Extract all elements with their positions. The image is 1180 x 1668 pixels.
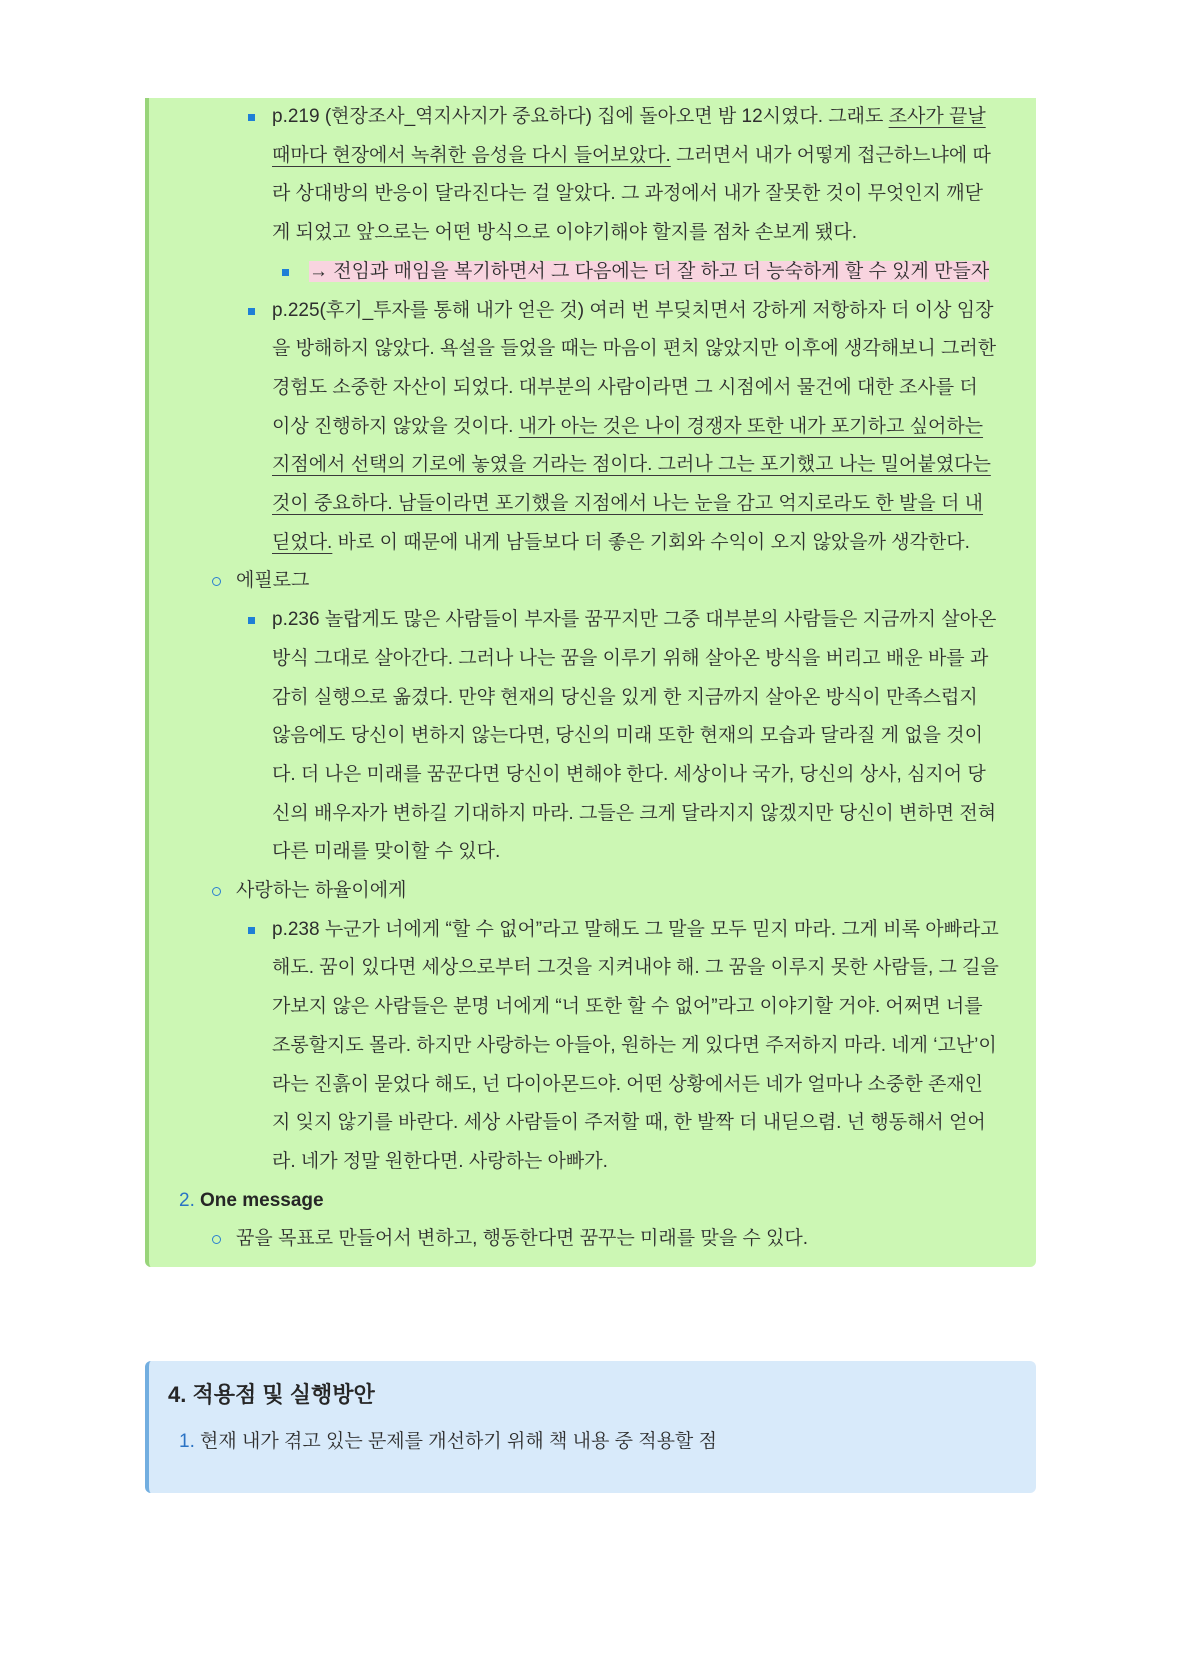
quote-text: 그러면서 내가 어떻게 접근하느냐에 따라 상대방의 반응이 달라진다는 걸 알았다. 그 과정에서 내가 잘못한 것이 무엇인지 깨닫게 되었고 앞으로는 어떤 방식으로 이야기해야 할지를 점차 손보게 됐다. [272, 144, 991, 244]
quote-p238 [149, 911, 999, 1182]
quote-p219-note [149, 253, 999, 292]
one-message-item [149, 1182, 999, 1221]
quote-text: p.225(후기_투자를 통해 내가 얻은 것) 여러 번 부딪치면서 강하게 저항하자 더 이상 임장을 방해하지 않았다. 욕설을 들었을 때는 마음이 편치 않았지만 이후에 생각해보니 그러한 경험도 소중한 자산이 되었다. 대부분의 사람이라면 그 시점에서 물건에 대한 조사를 더 이상 진행하지 않았을 것이다. [272, 299, 997, 437]
blue-callout [145, 1361, 1036, 1492]
square-bullet-icon [248, 308, 255, 315]
epilogue-label: 에필로그 [236, 570, 310, 592]
green-callout [145, 98, 1036, 1267]
quote-p225 [149, 292, 999, 563]
section4-item [149, 1423, 999, 1462]
list-number: 2. [179, 1189, 195, 1211]
list-number: 1. [179, 1430, 195, 1452]
quote-text: p.219 (현장조사_역지사지가 중요하다) 집에 돌아오면 밤 12시였다. 그래도 [272, 106, 889, 127]
underlined-quote-text: 조사가 끝날 때마다 현장에서 녹취한 음성을 다시 들어보았다. [272, 106, 986, 166]
quote-p219 [149, 98, 999, 253]
square-bullet-icon [282, 269, 289, 276]
document-flow [145, 98, 1036, 1493]
circle-bullet-icon [212, 577, 221, 586]
square-bullet-icon [248, 927, 255, 934]
quote-text: 바로 이 때문에 내게 남들보다 더 좋은 기회와 수익이 오지 않았을까 생각한다. [332, 531, 970, 553]
circle-bullet-icon [212, 887, 221, 896]
circle-bullet-icon [212, 1235, 221, 1244]
letter-item [149, 872, 999, 911]
one-message-title: One message [200, 1189, 324, 1211]
letter-label: 사랑하는 하율이에게 [236, 880, 407, 902]
square-bullet-icon [248, 617, 255, 624]
underlined-quote-text: 내가 아는 것은 나이 경쟁자 또한 내가 포기하고 싶어하는 지점에서 선택의 기로에 놓였을 거라는 점이다. 그러나 그는 포기했고 나는 밀어붙였다는 것이 중요하다. 남들이라면 포기했을 지점에서 나는 눈을 감고 억지로라도 한 발을 더 내딛었다. [272, 415, 991, 553]
epilogue-item [149, 562, 999, 601]
one-message-text-item [149, 1220, 999, 1259]
square-bullet-icon [248, 114, 255, 121]
section4-item-text: 현재 내가 겪고 있는 문제를 개선하기 위해 책 내용 중 적용할 점 [200, 1430, 717, 1452]
quote-p236 [149, 601, 999, 872]
highlighted-note: → 전임과 매임을 복기하면서 그 다음에는 더 잘 하고 더 능숙하게 할 수 있게 만들자 [309, 260, 990, 282]
quote-text: p.238 누군가 너에게 “할 수 없어”라고 말해도 그 말을 모두 믿지 마라. 그게 비록 아빠라고 해도. 꿈이 있다면 세상으로부터 그것을 지켜내야 해. 그 꿈을 이루지 못한 사람들, 그 길을 가보지 않은 사람들은 분명 너에게 “너 또한 할 수 없어”라고 이야기할 거야. 어쩌면 너를 조롱할지도 몰라. 하지만 사랑하는 아들아, 원하는 게 있다면 주저하지 마라. 네게 ‘고난’이라는 진흙이 묻었다 해도, 넌 다이아몬드야. 어떤 상황에서든 네가 얼마나 소중한 존재인지 잊지 않기를 바란다. 세상 사람들이 주저할 때, 한 발짝 더 내딛으렴. 넌 행동해서 얻어라. 네가 정말 원한다면. 사랑하는 아빠가. [272, 918, 999, 1172]
quote-text: p.236 놀랍게도 많은 사람들이 부자를 꿈꾸지만 그중 대부분의 사람들은 지금까지 살아온 방식 그대로 살아간다. 그러나 나는 꿈을 이루기 위해 살아온 방식을 버리고 배운 바를 과감히 실행으로 옮겼다. 만약 현재의 당신을 있게 한 지금까지 살아온 방식이 만족스럽지 않음에도 당신이 변하지 않는다면, 당신의 미래 또한 현재의 모습과 달라질 게 없을 것이다. 더 나은 미래를 꿈꾼다면 당신이 변해야 한다. 세상이나 국가, 당신의 상사, 심지어 당신의 배우자가 변하길 기대하지 마라. 그들은 크게 달라지지 않겠지만 당신이 변하면 전혀 다른 미래를 맞이할 수 있다. [272, 609, 997, 863]
one-message-text: 꿈을 목표로 만들어서 변하고, 행동한다면 꿈꾸는 미래를 맞을 수 있다. [236, 1228, 808, 1250]
section-heading: 4. 적용점 및 실행방안 [168, 1382, 375, 1408]
